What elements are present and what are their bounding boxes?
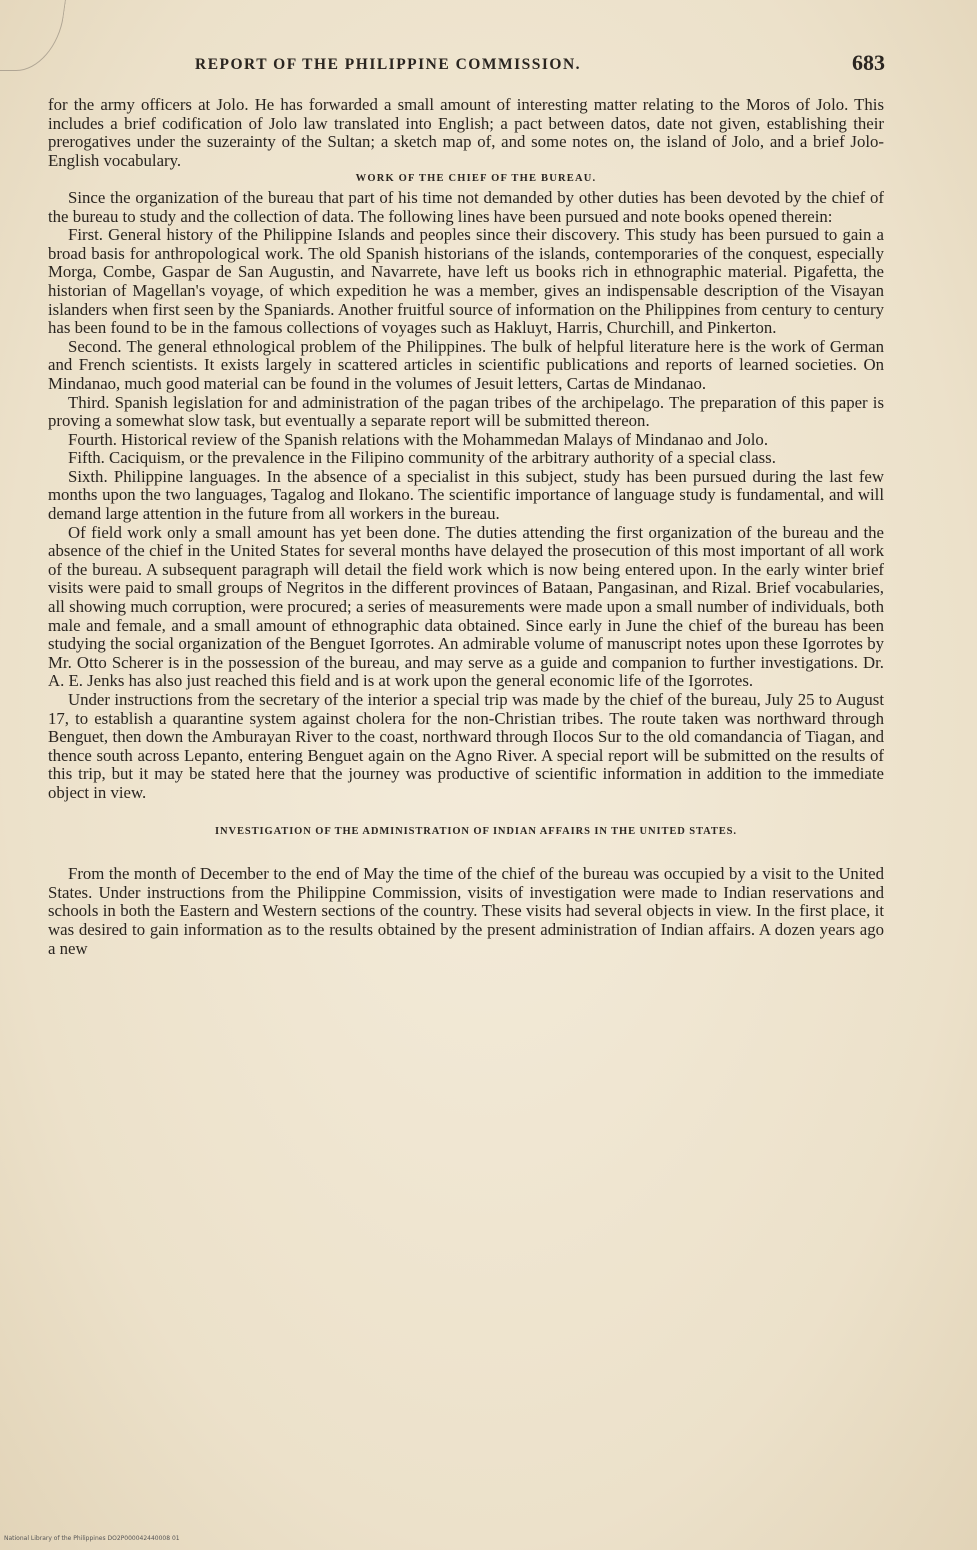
page-fold-corner bbox=[0, 0, 66, 71]
paragraph: Fourth. Historical review of the Spanish relations with the Mohammedan Malays of Mindanao and Jolo. bbox=[68, 429, 769, 449]
paragraph: Sixth. Philippine languages. In the absence of a specialist in this subject, study has been pursued during the last few months upon the two languages, Tagalog and Ilokano. The scientific importance of language study is fundamental, and will demand large attention in the future from all workers in the bureau. bbox=[48, 466, 884, 524]
paragraph: Second. The general ethnological problem of the Philippines. The bulk of helpful literature here is the work of German and French scientists. It exists largely in scattered articles in scientific publications and reports of learned societies. On Mindanao, much good material can be found in the volumes of Jesuit letters, Cartas de Mindanao. bbox=[48, 336, 884, 393]
paragraph: First. General history of the Philippine Islands and peoples since their discovery. This study has been pursued to gain a broad basis for anthropological work. The old Spanish historians of the islands, contemporaries of the conquest, especially Morga, Combe, Gaspar de San Augustin, and Navarrete, have left us books rich in ethnographic material. Pigafetta, the historian of Magellan's voyage, of which expedition he was a member, gives an indispensable description of the Visayan islanders when first seen by the Spaniards. Another fruitful source of information on the Philippines from century to century has been found to be in the famous collections of voyages such as Hakluyt, Harris, Churchill, and Pinkerton. bbox=[48, 225, 884, 338]
section-heading: WORK OF THE CHIEF OF THE BUREAU. bbox=[355, 173, 597, 185]
paragraph: Since the organization of the bureau that part of his time not demanded by other duties has been devoted by the chief of the bureau to study and the collection of data. The following lines have been pursued and note books opened therein: bbox=[48, 187, 884, 226]
body-text bbox=[48, 96, 884, 958]
page-header bbox=[195, 50, 885, 86]
paragraph: Fifth. Caciquism, or the prevalence in the Filipino community of the arbitrary authority of a special class. bbox=[68, 448, 776, 468]
paragraph: Third. Spanish legislation for and administration of the pagan tribes of the archipelago. The preparation of this paper is proving a somewhat slow task, but eventually a separate report will be submitted thereon. bbox=[48, 392, 884, 431]
paragraph: From the month of December to the end of May the time of the chief of the bureau was occupied by a visit to the United States. Under instructions from the Philippine Commission, visits of investigation were made to Indian reservations and schools in both the Eastern and Western sections of the country. These visits had several objects in view. In the first place, it was desired to gain information as to the results obtained by the present administration of Indian affairs. A dozen years ago a new bbox=[48, 864, 884, 958]
running-head: REPORT OF THE PHILIPPINE COMMISSION. bbox=[195, 56, 582, 73]
library-stamp: National Library of the Philippines DO2P000042440008 01 bbox=[4, 1535, 180, 1542]
section-heading: INVESTIGATION OF THE ADMINISTRATION OF INDIAN AFFAIRS IN THE UNITED STATES. bbox=[215, 825, 737, 837]
paragraph: Of field work only a small amount has yet been done. The duties attending the first organization of the bureau and the absence of the chief in the United States for several months have delayed the prosecution of this most important of all work of the bureau. A subsequent paragraph will detail the field work which is now being entered upon. In the early winter brief visits were paid to small groups of Negritos in the different provinces of Bataan, Pangasinan, and Rizal. Brief vocabularies, all showing much corruption, were procured; a series of measurements were made upon a small number of individuals, both male and female, and a small amount of ethnographic data obtained. Since early in June the chief of the bureau has been studying the social organization of the Benguet Igorrotes. An admirable volume of manuscript notes upon these Igorrotes by Mr. Otto Scherer is in the possession of the bureau, and may serve as a guide and companion to further investigations. Dr. A. E. Jenks has also just reached this field and is at work upon the general economic life of the Igorrotes. bbox=[48, 522, 884, 691]
page-number: 683 bbox=[852, 50, 885, 75]
paragraph: for the army officers at Jolo. He has forwarded a small amount of interesting matter relating to the Moros of Jolo. This includes a brief codification of Jolo law translated into English; a pact between datos, date not given, establishing their prerogatives under the suzerainty of the Sultan; a sketch map of, and some notes on, the island of Jolo, and a brief Jolo-English vocabulary. bbox=[48, 95, 884, 170]
paragraph: Under instructions from the secretary of the interior a special trip was made by the chief of the bureau, July 25 to August 17, to establish a quarantine system against cholera for the non-Christian tribes. The route taken was northward through Benguet, then down the Amburayan River to the coast, northward through Ilocos Sur to the old comandancia of Tiagan, and thence south across Lepanto, entering Benguet again on the Agno River. A special report will be submitted on the results of this trip, but it may be stated here that the journey was productive of scientific information in addition to the immediate object in view. bbox=[48, 690, 884, 802]
